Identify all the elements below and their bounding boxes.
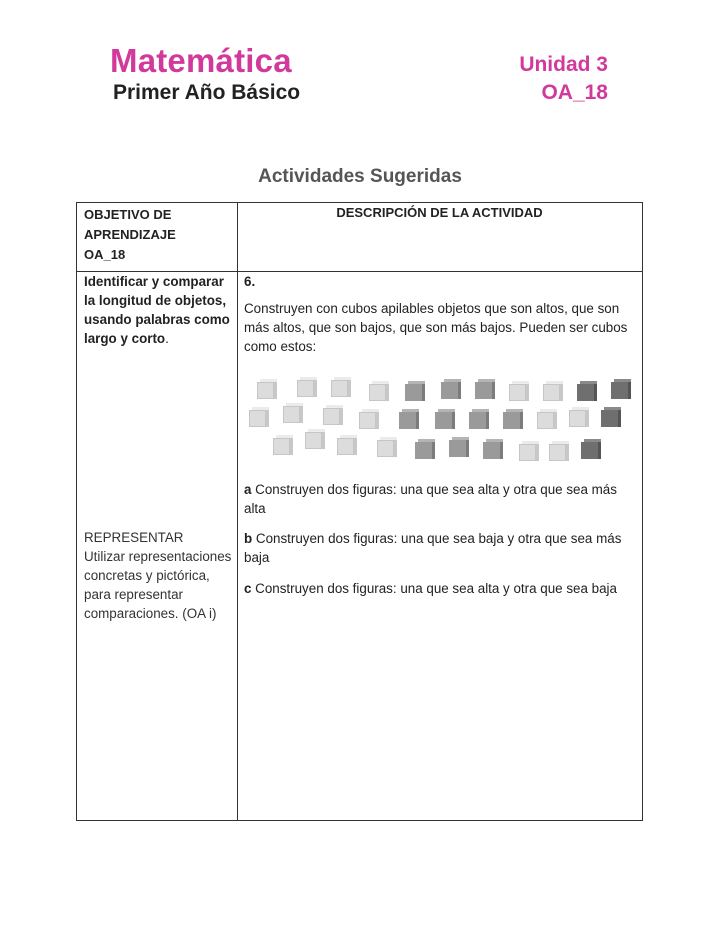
section-title: Actividades Sugeridas (258, 166, 462, 187)
activity-number: 6. (244, 274, 256, 289)
cube (257, 379, 277, 399)
cube (449, 437, 469, 457)
cube (369, 381, 389, 401)
description-column-header: DESCRIPCIÓN DE LA ACTIVIDAD (336, 205, 543, 220)
cube (435, 409, 455, 429)
grade-subtitle: Primer Año Básico (113, 81, 301, 104)
learning-objective (84, 272, 234, 348)
item-letter: c (244, 581, 252, 596)
subject-title: Matemática (110, 42, 292, 79)
cube (415, 439, 435, 459)
column-divider (237, 203, 238, 820)
cube (549, 441, 569, 461)
cube (305, 429, 325, 449)
item-letter: b (244, 531, 253, 546)
cube (569, 407, 589, 427)
cube (399, 409, 419, 429)
activity-item-a (244, 480, 636, 518)
cube (483, 439, 503, 459)
unit-label: Unidad 3 (519, 53, 608, 76)
skill-description: Utilizar representaciones concretas y pictórica, para representar comparaciones. (OA i) (84, 549, 232, 621)
header-line: OA_18 (84, 247, 126, 262)
cube (475, 379, 495, 399)
cube (537, 409, 557, 429)
skill-block (84, 528, 234, 623)
cube (577, 381, 597, 401)
activity-description (244, 272, 636, 356)
objective-period: . (165, 331, 169, 346)
cube (283, 403, 303, 423)
activity-intro: Construyen con cubos apilables objetos que son altos, que son más altos, que son bajos, que son más bajos. Pueden ser cubos como estos: (244, 301, 628, 354)
cube (323, 405, 343, 425)
objective-text: Identificar y comparar la longitud de objetos, usando palabras como largo y corto (84, 274, 230, 346)
cube (337, 435, 357, 455)
objective-column-header (84, 205, 232, 265)
cube (543, 381, 563, 401)
cube (273, 435, 293, 455)
item-text: Construyen dos figuras: una que sea alta y otra que sea baja (251, 581, 617, 596)
cube (469, 409, 489, 429)
item-letter: a (244, 482, 252, 497)
activity-item-c (244, 579, 636, 598)
header-line: APRENDIZAJE (84, 227, 176, 242)
cubes-illustration (247, 375, 637, 467)
cube (331, 377, 351, 397)
activity-item-b (244, 529, 636, 567)
header-line: OBJETIVO DE (84, 207, 172, 222)
cube (249, 407, 269, 427)
cube (405, 381, 425, 401)
cube (377, 437, 397, 457)
cube (359, 409, 379, 429)
objective-code: OA_18 (541, 81, 608, 104)
cube (297, 377, 317, 397)
cube (519, 441, 539, 461)
cube (581, 439, 601, 459)
cube (441, 379, 461, 399)
cube (601, 407, 621, 427)
skill-title: REPRESENTAR (84, 530, 184, 545)
item-text: Construyen dos figuras: una que sea alta y otra que sea más alta (244, 482, 617, 516)
cube (611, 379, 631, 399)
cube (503, 409, 523, 429)
cube (509, 381, 529, 401)
item-text: Construyen dos figuras: una que sea baja y otra que sea más baja (244, 531, 622, 565)
activity-table (76, 202, 643, 821)
